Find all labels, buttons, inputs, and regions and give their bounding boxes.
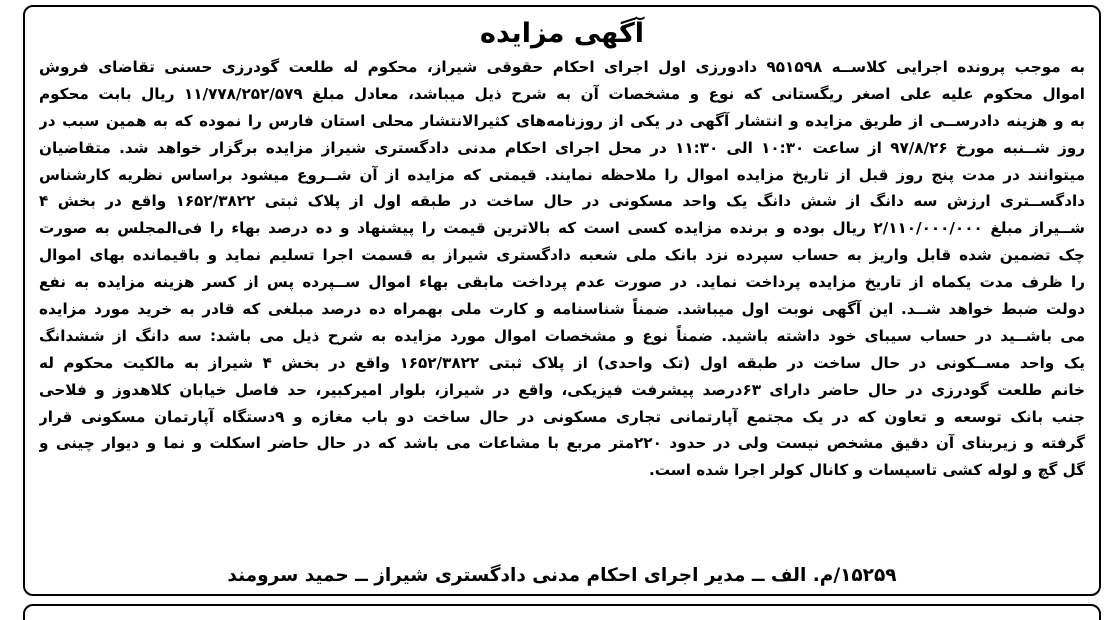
notice-line: اموال محکوم علیه علی اصغر ریگستانی که نوع و مشخصات آن به شرح ذیل میباشد، معادل مبلغ ۱۱/۷۷۸/۲۵۲/۵۷۹ ریال بابت محکوم <box>39 84 1085 103</box>
notice-line: جنب بانک توسعه و تعاون که در یک مجتمع آپارتمانی تجاری مسکونی در حال ساخت دو باب مغازه و ۹دستگاه آپارتمان مسکونی قرار <box>39 407 1085 426</box>
auction-notice <box>23 5 1101 596</box>
notice-line: روز شــنبه مورخ ۹۷/۸/۲۶ از ساعت ۱۰:۳۰ الی ۱۱:۳۰ در محل اجرای احکام مدنی دادگستری شیراز مزایده برگزار خواهد شد. متقاضیان <box>39 138 1085 157</box>
notice-line: به موجب پرونده اجرایی کلاســه ۹۵۱۵۹۸ دادورزی اول اجرای احکام حقوقی شیراز، محکوم له طلعت گودرزی حسنی تقاضای فروش <box>39 58 1085 76</box>
next-notice-frame <box>23 604 1101 620</box>
notice-body <box>39 54 1085 540</box>
notice-line: گل گچ و لوله کشی تاسیسات و کانال کولر اجرا شده است. <box>648 461 1085 480</box>
notice-line: می باشــید در حساب سیبای خود داشته باشید. ضمناً نوع و مشخصات اموال مورد مزایده به شرح ذیل می باشد: سه دانگ از ششدانگ <box>39 326 1085 345</box>
notice-line: خانم طلعت گودرزی در حال حاضر دارای ۶۳درصد پیشرفت فیزیکی، واقع در شیراز، بلوار امیرکبیر، حد فاصل خیابان کلاهدوز و فلاحی <box>39 380 1085 399</box>
notice-signature: ۱۵۲۵۹/م. الف ــ مدیر اجرای احکام مدنی دادگستری شیراز ــ حمید سرومند <box>227 565 897 586</box>
notice-line: شــیراز مبلغ ۲/۱۱۰/۰۰۰/۰۰۰ ریال بوده و برنده مزایده کسی است که بالاترین قیمت را پیشنهاد و ده درصد بهاء را فی‌المجلس به صورت <box>39 219 1085 238</box>
notice-line: میتوانند در مدت پنج روز قبل از تاریخ مزایده اموال را ملاحظه نمایند. قیمتی که مزایده از آن شــروع میشود براساس نظریه کارشناس <box>39 165 1085 184</box>
notice-line: را ظرف مدت یکماه از تاریخ مزایده پرداخت نماید. در صورت عدم پرداخت مابقی بهاء اموال ســپرده پس از کسر هزینه مزایده به نفع <box>39 273 1085 292</box>
notice-line: دادگســتری ارزش سه دانگ از شش دانگ یک واحد مسکونی در حال ساخت در طبقه اول از پلاک ثبتی ۱۶۵۲/۳۸۲۲ واقع در بخش ۴ <box>39 192 1085 211</box>
notice-line: گرفته و زیربنای آن دقیق مشخص نیست ولی در حدود ۲۲۰متر مربع با مشاعات می باشد که در حال حاضر اسکلت و نما و دیوار چینی و <box>39 434 1085 453</box>
notice-title: آگهی مزایده <box>480 18 644 49</box>
notice-line: به و هزینه دادرســی از طریق مزایده و انتشار آگهی در یکی از روزنامه‌های کثیرالانتشار محلی استان فارس را نموده که به همین سبب در <box>39 111 1085 130</box>
notice-line: دولت ضبط خواهد شــد. این آگهی نوبت اول میباشد. ضمناً شناسنامه و کارت ملی بهمراه ده درصد مبلغی که قادر به خرید مورد مزایده <box>39 300 1085 319</box>
notice-line: چک تضمین شده قابل واریز به حساب سپرده نزد بانک ملی شعبه دادگستری شیراز به قسمت اجرا تسلیم نماید و باقیمانده بهای اموال <box>39 246 1085 265</box>
notice-line: یک واحد مســکونی در حال ساخت در طبقه اول (تک واحدی) از پلاک ثبتی ۱۶۵۲/۳۸۲۲ واقع در بخش ۴ شیراز به مالکیت محکوم له <box>39 353 1085 372</box>
